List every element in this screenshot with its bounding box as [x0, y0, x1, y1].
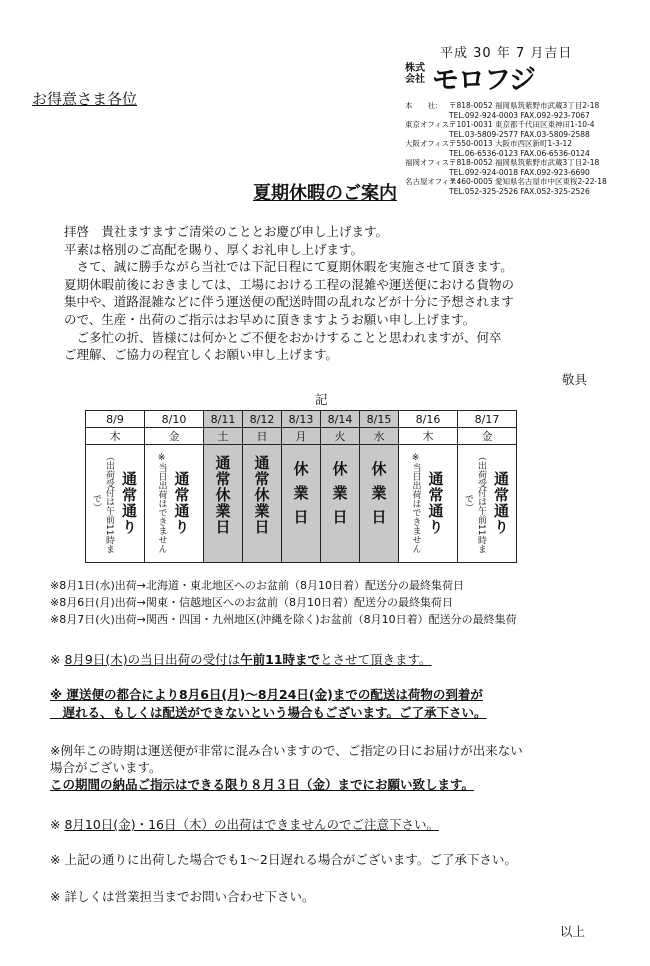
status-note: ※当日出荷はできません [410, 453, 421, 553]
schedule-date-row [86, 411, 517, 428]
office-line: TEL.092-924-0018 FAX.092-923-6690 [449, 167, 590, 177]
office-name: 名古屋オフィス： [405, 177, 465, 186]
schedule-weekday: 金 [145, 428, 204, 445]
body-line: 夏期休暇前後におきましては、工場における工程の混雑や運送便における貨物の [64, 276, 515, 292]
schedule-date: 8/12 [243, 411, 282, 428]
schedule-status [86, 445, 145, 563]
schedule-status [204, 445, 243, 563]
status-note: （出荷受付は午前11時まで） [91, 452, 114, 554]
schedule-status [145, 445, 204, 563]
schedule-date: 8/16 [399, 411, 458, 428]
ki-heading: 記 [315, 392, 328, 407]
schedule-status [399, 445, 458, 563]
cutoff-note: ※8月6日(月)出荷→関東・信越地区へのお盆前（8月10日着）配送分の最終集荷日 [50, 596, 454, 609]
office-line: 〒550-0013 大阪市西区新町1-3-12 [449, 139, 572, 148]
office-line: 〒460-0005 愛知県名古屋市中区東桜2-22-18 [449, 177, 607, 186]
note-contact: ※ 詳しくは営業担当までお問い合わせ下さい。 [50, 889, 315, 904]
body-line: 平素は格別のご高配を賜り、厚くお礼申し上げます。 [64, 241, 364, 257]
cutoff-note: ※8月1日(水)出荷→北海道・東北地区へのお盆前（8月10日着）配送分の最終集荷日 [50, 579, 465, 592]
schedule-status [321, 445, 360, 563]
schedule-status [243, 445, 282, 563]
holiday-label: 通常休業日 [252, 455, 271, 535]
company-type: 株式会社 [405, 63, 425, 85]
holiday-schedule-table [85, 410, 517, 563]
cutoff-note: ※8月7日(火)出荷→関西・四国・九州地区(沖縄を除く)お盆前（8月10日着）配送分の最終集荷 [50, 613, 517, 626]
body-line: 拝啓 貴社ますますご清栄のこととお慶び申し上げます。 [64, 224, 389, 239]
status-label: 通常通り [120, 471, 138, 535]
holiday-label: 休業日 [330, 461, 349, 533]
schedule-status [360, 445, 399, 563]
office-name: 本 社： [405, 101, 443, 110]
schedule-date: 8/17 [458, 411, 517, 428]
office-line: TEL.052-325-2526 FAX.052-325-2526 [449, 186, 590, 196]
office-name: 大阪オフィス： [405, 139, 457, 148]
schedule-status [458, 445, 517, 563]
issue-date: 平成 30 年 7 月吉日 [440, 46, 573, 61]
cutoff-notes [50, 577, 517, 628]
schedule-day-row [86, 428, 517, 445]
body-line: ご理解、ご協力の程宜しくお願い申し上げます。 [64, 347, 339, 363]
company-logo: モロフジ [432, 65, 535, 96]
schedule-date: 8/10 [145, 411, 204, 428]
status-note: ※当日出荷はできません [156, 453, 167, 553]
office-line: 〒818-0052 福岡県筑紫野市武蔵3丁目2-18 [449, 158, 600, 167]
schedule-weekday: 火 [321, 428, 360, 445]
note-possible-delay: ※ 上記の通りに出荷した場合でも1～2日遅れる場合がございます。ご了承下さい。 [50, 852, 517, 867]
office-entry [405, 120, 607, 139]
status-label: 通常通り [426, 471, 445, 535]
office-entry [405, 139, 607, 158]
note-busy-season: ※例年この時期は運送便が非常に混み合いますので、ご指定の日にお届けが出来ない 場合がございます。 この期間の納品ご指示はできる限り８月３日（金）までにお願い致します。 [50, 743, 523, 792]
schedule-status-row [86, 445, 517, 563]
body-line: さて、誠に勝手ながら当社では下記日程にて夏期休暇を実施させて頂きます。 [64, 259, 513, 275]
office-entry [405, 101, 607, 120]
body-line: 集中や、道路混雑などに伴う運送便の配送時間の乱れなどが十分に予想されます [64, 294, 514, 310]
schedule-date: 8/9 [86, 411, 145, 428]
office-name: 東京オフィス： [405, 120, 457, 129]
holiday-label: 休業日 [369, 461, 388, 533]
office-name: 福岡オフィス： [405, 158, 457, 167]
status-label: 通常通り [492, 471, 510, 535]
note-delivery-delay: ※ 運送便の都合により8月6日(月)～8月24日(金)までの配送は荷物の到着が 遅れる、もしくは配送ができないという場合もございます。ご了承下さい。 [50, 687, 487, 720]
closing-ijou: 以上 [560, 924, 586, 939]
holiday-label: 休業日 [291, 461, 310, 533]
schedule-weekday: 木 [86, 428, 145, 445]
office-line: TEL.03-5809-2577 FAX.03-5809-2588 [449, 129, 590, 139]
schedule-weekday: 水 [360, 428, 399, 445]
status-note: （出荷受付は午前11時まで） [463, 452, 486, 554]
note-same-day-cutoff: ※ 8月9日(木)の当日出荷の受付は午前11時までとさせて頂きます。 [50, 652, 432, 667]
office-entry [405, 158, 607, 177]
office-line: TEL.092-924-0003 FAX.092-923-7067 [449, 110, 590, 120]
schedule-date: 8/15 [360, 411, 399, 428]
office-line: TEL.06-6536-0123 FAX.06-6536-0124 [449, 148, 590, 158]
schedule-date: 8/14 [321, 411, 360, 428]
closing-keigu: 敬具 [562, 372, 588, 387]
schedule-date: 8/13 [282, 411, 321, 428]
status-label: 通常通り [172, 471, 191, 535]
schedule-date: 8/11 [204, 411, 243, 428]
schedule-weekday: 木 [399, 428, 458, 445]
office-line: 〒818-0052 福岡県筑紫野市武蔵3丁目2-18 [449, 101, 600, 110]
schedule-status [282, 445, 321, 563]
body-line: ので、生産・出荷のご指示はお早めに頂きますようお願い申し上げます。 [64, 311, 476, 327]
page-title: 夏期休暇のご案内 [253, 183, 397, 204]
holiday-label: 通常休業日 [213, 455, 232, 535]
note-no-shipping: ※ 8月10日(金)・16日（木）の出荷はできませんのでご注意下さい。 [50, 817, 439, 832]
schedule-weekday: 土 [204, 428, 243, 445]
schedule-weekday: 月 [282, 428, 321, 445]
schedule-weekday: 金 [458, 428, 517, 445]
recipient: お得意さま各位 [32, 90, 138, 108]
letter-body [64, 223, 514, 364]
office-line: 〒101-0031 東京都千代田区東神田1-10-4 [449, 120, 595, 129]
schedule-weekday: 日 [243, 428, 282, 445]
body-line: ご多忙の折、皆様には何かとご不便をおかけすることと思われますが、何卒 [64, 329, 502, 345]
